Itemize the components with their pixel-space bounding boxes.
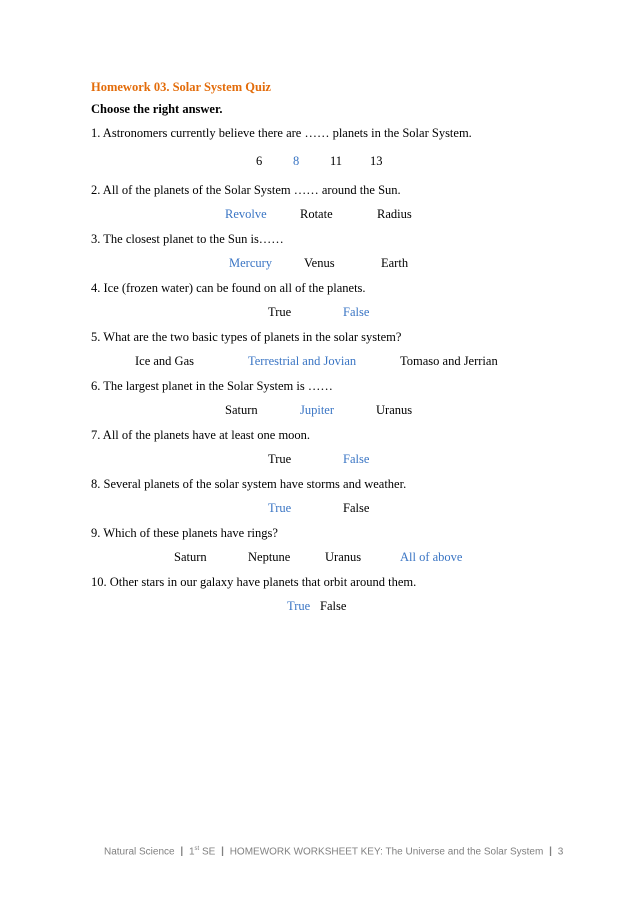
q8-option-1-correct: True xyxy=(268,501,292,515)
footer-separator: | xyxy=(549,846,552,858)
q10-option-2: False xyxy=(320,599,347,613)
q10-option-1-correct: True xyxy=(287,599,311,613)
q7-option-1: True xyxy=(268,452,292,466)
footer-subject: Natural Science xyxy=(104,846,175,858)
q9-option-1: Saturn xyxy=(174,550,207,564)
footer-level-rest: SE xyxy=(199,846,216,858)
q5-option-3: Tomaso and Jerrian xyxy=(400,354,498,368)
q9-option-3: Uranus xyxy=(325,550,362,564)
q2-option-1-correct: Revolve xyxy=(225,207,267,221)
footer-page-number: 3 xyxy=(557,846,564,858)
footer-separator: | xyxy=(180,846,184,858)
footer-description: HOMEWORK WORKSHEET KEY: The Universe and the Solar System xyxy=(229,846,544,858)
question-5: 5. What are the two basic types of planets in the solar system? xyxy=(91,330,402,344)
q7-option-2-correct: False xyxy=(343,452,370,466)
q9-option-2: Neptune xyxy=(248,550,291,564)
q5-option-2-correct: Terrestrial and Jovian xyxy=(248,354,357,368)
q3-option-2: Venus xyxy=(304,256,335,270)
question-3: 3. The closest planet to the Sun is…… xyxy=(91,232,284,246)
q6-option-3: Uranus xyxy=(376,403,413,417)
footer-level-suffix: st xyxy=(194,846,200,852)
footer-level-number: 1 xyxy=(188,846,195,858)
q3-option-3: Earth xyxy=(381,256,409,270)
question-1: 1. Astronomers currently believe there are …… planets in the Solar System. xyxy=(91,126,472,140)
question-6: 6. The largest planet in the Solar System is …… xyxy=(91,379,333,393)
question-9: 9. Which of these planets have rings? xyxy=(91,526,278,540)
question-7: 7. All of the planets have at least one moon. xyxy=(91,428,311,442)
page-title: Homework 03. Solar System Quiz xyxy=(91,80,271,94)
q2-option-2: Rotate xyxy=(300,207,333,221)
q1-option-2-correct: 8 xyxy=(293,154,300,168)
instruction-text: Choose the right answer. xyxy=(91,102,223,116)
question-8: 8. Several planets of the solar system have storms and weather. xyxy=(91,477,407,491)
question-10: 10. Other stars in our galaxy have planets that orbit around them. xyxy=(91,575,417,589)
question-2: 2. All of the planets of the Solar System …… around the Sun. xyxy=(91,183,401,197)
q1-option-4: 13 xyxy=(370,154,383,168)
q6-option-1: Saturn xyxy=(225,403,258,417)
q4-option-1: True xyxy=(268,305,292,319)
q3-option-1-correct: Mercury xyxy=(229,256,273,270)
q4-option-2-correct: False xyxy=(343,305,370,319)
q1-option-3: 11 xyxy=(330,154,343,168)
page-footer xyxy=(104,843,563,858)
q5-option-1: Ice and Gas xyxy=(135,354,194,368)
q1-option-1: 6 xyxy=(256,154,263,168)
q9-option-4-correct: All of above xyxy=(400,550,463,564)
footer-separator: | xyxy=(221,846,224,858)
question-4: 4. Ice (frozen water) can be found on all of the planets. xyxy=(91,281,366,295)
q8-option-2: False xyxy=(343,501,370,515)
q6-option-2-correct: Jupiter xyxy=(300,403,335,417)
q2-option-3: Radius xyxy=(377,207,412,221)
